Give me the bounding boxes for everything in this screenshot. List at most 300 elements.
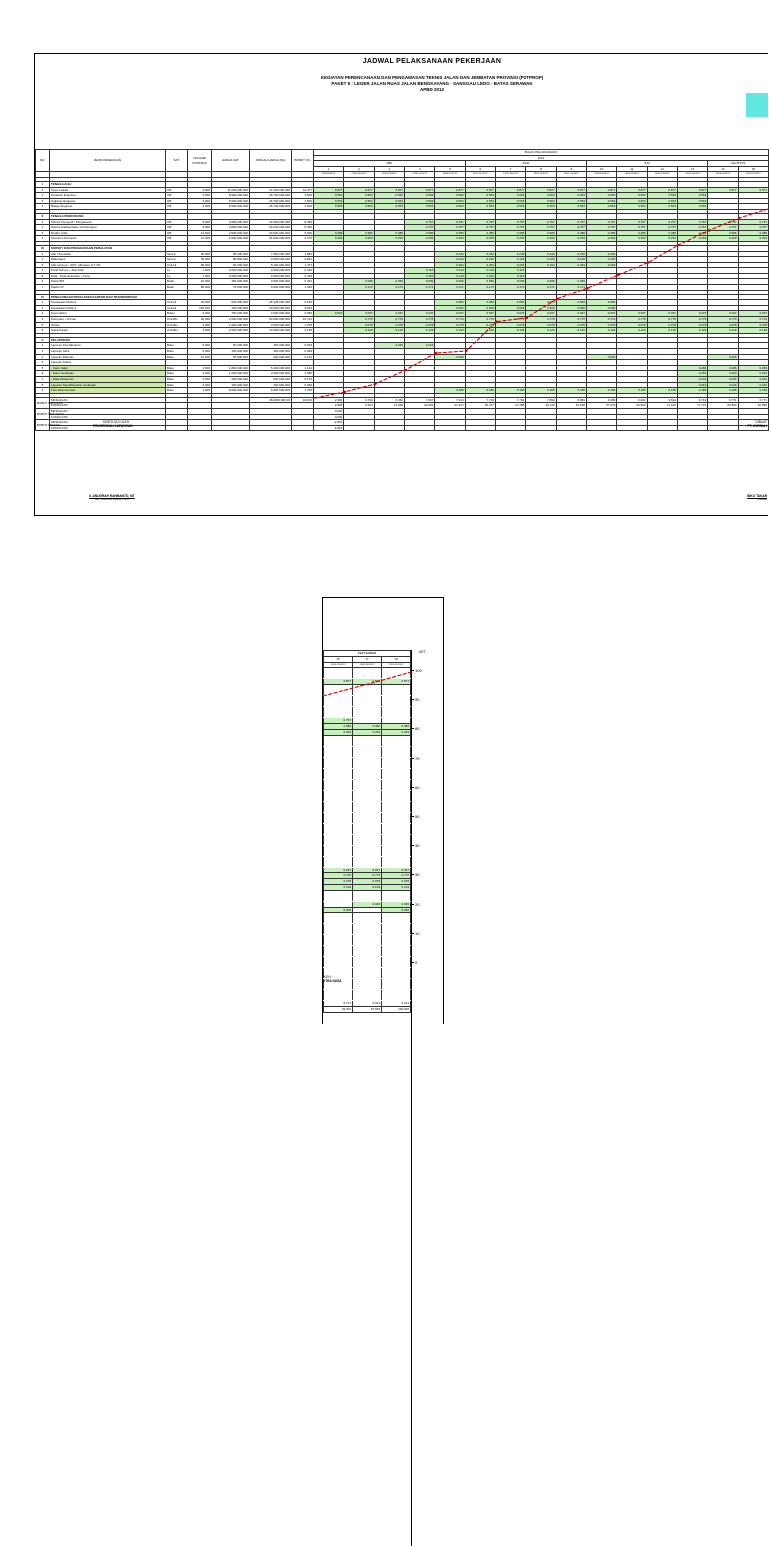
total-week-value: 57.078 — [586, 403, 616, 409]
week-value: 0.563 — [404, 198, 434, 204]
col-sat: SAT. — [166, 150, 188, 172]
week-value: 0.129 — [374, 328, 404, 334]
week-value: 0.099 — [495, 279, 525, 285]
axis-tick-label: 70 — [415, 756, 419, 761]
row-sat: Bulan — [166, 311, 188, 317]
week-value: 0.186 — [586, 388, 616, 394]
week-value: 0.293 — [556, 236, 586, 242]
week-date: 30/08-05/09/12 — [708, 172, 738, 178]
week-date: 19/07-25/07/12 — [526, 172, 556, 178]
week-value: 0.078 — [708, 322, 738, 328]
row-harga-sat: 1.200.000.000 — [212, 371, 250, 377]
row-jumlah-harga: 24.000.000.000 — [250, 236, 292, 242]
s2-value: 0.757 — [324, 718, 353, 724]
row-sat: Buku — [166, 354, 188, 360]
row-volume: 12.000 — [188, 236, 212, 242]
total-week-value: 71.010 — [647, 403, 677, 409]
week-header: 2 — [344, 166, 374, 172]
row-harga-sat: 11.600.000.000 — [212, 187, 250, 193]
total-week-value — [556, 425, 586, 431]
week-value: 0.129 — [404, 328, 434, 334]
s2-value: 0.293 — [382, 729, 411, 735]
week-value: 0.110 — [465, 273, 495, 279]
total-week-value: 51.018 — [556, 403, 586, 409]
s2-value: 0.293 — [353, 729, 382, 735]
row-no: 3 — [36, 262, 50, 268]
week-header: 10 — [586, 166, 616, 172]
row-sat: Buku — [166, 376, 188, 382]
week-value: 0.294 — [465, 262, 495, 268]
week-value: 0.757 — [738, 225, 768, 231]
week-value: 0.037 — [314, 311, 344, 317]
total-week-value — [617, 425, 647, 431]
row-jumlah-harga: 6.000.000.000 — [250, 285, 292, 291]
week-date: 26/07-01/08/12 — [556, 172, 586, 178]
s2-value: 0.386 — [353, 723, 382, 729]
row-harga-sat: 2.500.000.000 — [212, 328, 250, 334]
section-title: PELAPORAN — [50, 337, 166, 343]
week-value: 0.293 — [526, 236, 556, 242]
row-no: 4 — [36, 204, 50, 210]
row-no: 1 — [36, 219, 50, 225]
s2-value: 0.877 — [324, 679, 353, 685]
row-harga-sat: 2.000.000.000 — [212, 273, 250, 279]
row-sat: OB — [166, 204, 188, 210]
total-week-value: 0.000 — [314, 408, 344, 414]
week-value: 0.386 — [526, 230, 556, 236]
row-no: 6 — [36, 328, 50, 334]
total-week-value — [404, 425, 434, 431]
row-name: Kendaraan Roda 2 — [50, 305, 166, 311]
week-value: 0.683 — [526, 300, 556, 306]
row-harga-sat: 200.000.000 — [212, 376, 250, 382]
week-value: 0.776 — [344, 317, 374, 323]
total-sub: KOMULATIF — [50, 414, 166, 420]
week-value: 0.757 — [404, 219, 434, 225]
week-value: 0.757 — [677, 225, 707, 231]
section-title: SURVEY DAN PENGGUNAAN PERALATAN — [50, 245, 166, 251]
week-value: 0.563 — [435, 198, 465, 204]
row-no: 2 — [36, 193, 50, 199]
week-value: 0.563 — [617, 204, 647, 210]
week-value: 0.563 — [344, 193, 374, 199]
week-value: 0.563 — [586, 193, 616, 199]
week-value: 0.757 — [647, 225, 677, 231]
row-no: 5 — [36, 322, 50, 328]
axis-tick-label: 50 — [415, 814, 419, 819]
week-header: 6 — [465, 166, 495, 172]
week-value: 0.386 — [374, 230, 404, 236]
week-value: 0.126 — [465, 257, 495, 263]
week-value: 0.186 — [465, 388, 495, 394]
row-volume: 90.000 — [188, 251, 212, 257]
row-jumlah-harga: 3.600.000.000 — [250, 371, 292, 377]
week-value: 0.757 — [495, 219, 525, 225]
week-value: 0.506 — [435, 305, 465, 311]
s2-value: 0.776 — [324, 873, 353, 879]
row-no: 9 — [36, 388, 50, 394]
week-value: 0.078 — [556, 322, 586, 328]
month-header: AGUSTUS — [708, 161, 769, 167]
week-value: 0.186 — [556, 388, 586, 394]
week-value: 0.171 — [435, 285, 465, 291]
week-header: 13 — [677, 166, 707, 172]
row-no: 6 — [36, 371, 50, 377]
row-jumlah-harga: 50.000.000.000 — [250, 317, 292, 323]
maker-org: PT. KURNIA I — [735, 424, 767, 428]
week-value: 0.563 — [465, 193, 495, 199]
s2-week-header: 16 — [324, 656, 353, 662]
week-value: 0.110 — [404, 273, 434, 279]
week-value: 0.757 — [708, 219, 738, 225]
header-line-2: PAKET 9 : LEGER JALAN RUAS JALAN BENGKAYANG - SANGGAU LEDO - BATAS SERAWAK — [95, 81, 769, 87]
week-value: 0.776 — [404, 317, 434, 323]
total-week-value: 20.962 — [404, 403, 434, 409]
total-week-value: 37.358 — [495, 403, 525, 409]
row-bobot: 1.765 — [292, 388, 314, 394]
row-no: 1 — [36, 300, 50, 306]
row-sat: OB — [166, 187, 188, 193]
week-value: 0.563 — [374, 193, 404, 199]
row-no: 8 — [36, 382, 50, 388]
total-week-value: 83.520 — [708, 403, 738, 409]
row-jumlah-harga: 3.600.000.000 — [250, 257, 292, 263]
row-no: 3 — [36, 311, 50, 317]
row-harga-sat: 625.000.000 — [212, 300, 250, 306]
s2-value: 0.026 — [324, 907, 353, 913]
week-value: 0.386 — [586, 230, 616, 236]
approval-block — [93, 420, 133, 428]
week-value: 0.386 — [738, 230, 768, 236]
week-value: 0.757 — [435, 225, 465, 231]
total-week-value: 6.004 — [617, 397, 647, 403]
week-value: 0.037 — [708, 311, 738, 317]
row-volume: 3.000 — [188, 193, 212, 199]
row-harga-sat: 8.900.000.000 — [212, 198, 250, 204]
week-value: 0.683 — [465, 300, 495, 306]
week-value: 0.563 — [314, 193, 344, 199]
row-harga-sat: 85.000.000 — [212, 251, 250, 257]
week-value: 0.110 — [465, 268, 495, 274]
week-value: 0.563 — [495, 193, 525, 199]
week-value: 0.129 — [556, 328, 586, 334]
week-value: 0.877 — [738, 187, 768, 193]
week-header: 3 — [374, 166, 404, 172]
total-week-value — [495, 425, 525, 431]
row-bobot: 0.066 — [292, 382, 314, 388]
row-sat: Buku — [166, 382, 188, 388]
week-value: 0.563 — [465, 198, 495, 204]
week-value: 0.099 — [404, 279, 434, 285]
week-value: 0.877 — [495, 187, 525, 193]
continuation-sheet — [322, 597, 444, 1024]
week-value: 0.099 — [465, 279, 495, 285]
week-value: 0.563 — [435, 204, 465, 210]
row-harga-sat: 8.900.000.000 — [212, 193, 250, 199]
row-jumlah-harga: 150.000.000 — [250, 343, 292, 349]
total-week-value: 35.477 — [465, 403, 495, 409]
week-value: 0.078 — [495, 322, 525, 328]
row-volume: 3.000 — [188, 322, 212, 328]
week-header: 8 — [526, 166, 556, 172]
row-name: Teknisi Analisa Data / Perhitungan — [50, 225, 166, 231]
week-value: 0.016 — [677, 382, 707, 388]
week-date: 05/07-11/07/12 — [465, 172, 495, 178]
week-value: 0.240 — [556, 251, 586, 257]
row-jumlah-harga: 2.000.000.000 — [250, 273, 292, 279]
s2-week-header: 17 — [353, 656, 382, 662]
week-value: 0.683 — [556, 300, 586, 306]
week-value: 0.293 — [374, 236, 404, 242]
row-volume: 3.000 — [188, 371, 212, 377]
week-value: 0.037 — [404, 311, 434, 317]
axis-tick-label: 90 — [415, 697, 419, 702]
axis-tick-label: 0 — [415, 960, 417, 965]
week-value: 0.293 — [738, 236, 768, 242]
section-title: PENGGUNAAN PERALATAN KANTOR DAN TRANSPORTASI — [50, 294, 166, 300]
total-week-value: 7.890 — [526, 397, 556, 403]
week-value: 0.129 — [586, 328, 616, 334]
s2-week-date: 27/09-03/10/12 — [382, 662, 411, 668]
week-value: 0.293 — [435, 236, 465, 242]
row-bobot: 0.791 — [292, 279, 314, 285]
week-value: 0.293 — [647, 236, 677, 242]
s2-value: 0.037 — [353, 867, 382, 873]
week-value: 0.563 — [556, 198, 586, 204]
week-value: 0.078 — [617, 322, 647, 328]
total-week-value: 62.903 — [617, 403, 647, 409]
approval-role: DISETUJUI OLEH — [103, 420, 133, 424]
s2-value: 0.026 — [382, 907, 411, 913]
row-name: Geodetic Engineer — [50, 193, 166, 199]
week-value: 0.037 — [435, 311, 465, 317]
s2-total-value: 5.221 — [353, 1001, 382, 1007]
week-value: 0.563 — [677, 204, 707, 210]
total-sub: MINGGUAN — [50, 420, 166, 426]
week-value: 0.037 — [374, 311, 404, 317]
year-header: 2012 — [314, 155, 769, 161]
week-value: 0.078 — [647, 322, 677, 328]
row-name: - Kartu Jembatan — [50, 371, 166, 377]
row-name: Laporan Teknis — [50, 360, 166, 366]
week-value: 0.563 — [495, 204, 525, 210]
s2-week-header: 18 — [382, 656, 411, 662]
week-value: 0.776 — [435, 317, 465, 323]
section-no: III — [36, 245, 50, 251]
s2-value: 0.026 — [353, 901, 382, 907]
row-harga-sat: 150.000.000 — [212, 279, 250, 285]
week-value: 0.776 — [617, 317, 647, 323]
row-volume: 1.000 — [188, 273, 212, 279]
week-date: 02/08-08/08/12 — [586, 172, 616, 178]
week-value: 0.186 — [738, 388, 768, 394]
row-name: Komunikasi — [50, 311, 166, 317]
week-header: 14 — [708, 166, 738, 172]
row-jumlah-harga: 30.000.000.000 — [250, 230, 292, 236]
row-bobot: 0.132 — [292, 354, 314, 360]
total-week-value: 6.771 — [738, 397, 768, 403]
row-volume: 45.000 — [188, 257, 212, 263]
row-bobot: 6.153 — [292, 300, 314, 306]
week-value: 0.026 — [435, 354, 465, 360]
week-value: 0.171 — [344, 285, 374, 291]
section-title: TENAGA AHLI — [50, 181, 166, 187]
week-value: 0.171 — [374, 285, 404, 291]
row-no: 2 — [36, 257, 50, 263]
week-date: 14/06-20/06/12 — [374, 172, 404, 178]
row-name: Teknisi Topografi / Pengukuran — [50, 219, 166, 225]
row-jumlah-harga: 10.000.000.000 — [250, 328, 292, 334]
row-name: Patok CP — [50, 285, 166, 291]
week-value: 0.037 — [647, 311, 677, 317]
week-value: 0.171 — [404, 285, 434, 291]
week-value: 0.757 — [526, 225, 556, 231]
maker-name: BIKO TAKAR — [735, 494, 767, 498]
week-value: 0.293 — [708, 236, 738, 242]
row-no: 6 — [36, 279, 50, 285]
week-value: 0.099 — [374, 279, 404, 285]
week-header: 7 — [495, 166, 525, 172]
approval-signature — [89, 494, 135, 501]
row-bobot: 1.882 — [292, 251, 314, 257]
week-value: 0.286 — [738, 365, 768, 371]
week-header: 4 — [404, 166, 434, 172]
row-harga-sat: 2.000.000.000 — [212, 236, 250, 242]
week-value: 0.037 — [495, 311, 525, 317]
row-sat: Buku — [166, 371, 188, 377]
week-value: 0.293 — [617, 236, 647, 242]
row-no: 5 — [36, 365, 50, 371]
week-value: 0.563 — [647, 198, 677, 204]
total-week-value: 6.504 — [647, 397, 677, 403]
week-value: 0.129 — [647, 328, 677, 334]
total-week-value: -2.810 — [314, 420, 344, 426]
row-volume: 3.000 — [188, 311, 212, 317]
total-week-value: 6.869 — [556, 397, 586, 403]
week-value: 0.757 — [526, 219, 556, 225]
week-value: 0.126 — [495, 257, 525, 263]
s2-value: 0.078 — [353, 879, 382, 885]
week-value: 0.037 — [617, 311, 647, 317]
week-value: 0.776 — [556, 317, 586, 323]
row-jumlah-harga: 300.000.000 — [250, 382, 292, 388]
row-no: 3 — [36, 230, 50, 236]
axis-tick-label: 20 — [415, 902, 419, 907]
week-value: 0.386 — [404, 230, 434, 236]
week-value: 0.757 — [708, 225, 738, 231]
row-sat: OB — [166, 193, 188, 199]
row-bobot: 0.033 — [292, 343, 314, 349]
week-value: 0.293 — [465, 236, 495, 242]
row-bobot: 8.496 — [292, 219, 314, 225]
week-value: 0.757 — [495, 225, 525, 231]
total-week-value: 7.719 — [465, 397, 495, 403]
week-value: 0.126 — [435, 257, 465, 263]
total-row — [36, 425, 769, 431]
row-bobot: 0.176 — [292, 376, 314, 382]
row-no: 4 — [36, 360, 50, 366]
axis-tick-label: 10 — [415, 931, 419, 936]
week-value: 0.563 — [526, 204, 556, 210]
row-sat: Unit-Hr — [166, 300, 188, 306]
week-value: 0.078 — [404, 322, 434, 328]
week-value: 0.186 — [647, 388, 677, 394]
week-value: 0.110 — [495, 268, 525, 274]
total-week-value — [586, 425, 616, 431]
s2-value: 0.776 — [382, 873, 411, 879]
row-jumlah-harga: 3.000.000.000 — [250, 311, 292, 317]
week-value: 0.126 — [526, 257, 556, 263]
total-bobot: 100.00 — [292, 397, 314, 403]
week-value: 0.037 — [586, 311, 616, 317]
week-value: 0.563 — [314, 204, 344, 210]
week-value: 0.386 — [556, 230, 586, 236]
week-value: 0.563 — [404, 204, 434, 210]
week-value: 0.683 — [495, 300, 525, 306]
schedule-table — [35, 149, 769, 431]
week-value: 0.129 — [495, 328, 525, 334]
week-date: 12/07-18/07/12 — [495, 172, 525, 178]
row-no: 1 — [36, 187, 50, 193]
week-value: 0.776 — [647, 317, 677, 323]
row-volume: 1.000 — [188, 388, 212, 394]
s2-value: 0.293 — [324, 729, 353, 735]
row-name: Sewa Kantor — [50, 328, 166, 334]
total-week-value: 77.731 — [677, 403, 707, 409]
row-volume: 3.000 — [188, 365, 212, 371]
week-value: 0.171 — [556, 285, 586, 291]
row-bobot: 10.377 — [292, 187, 314, 193]
total-sub: KOMULATIF — [50, 403, 166, 409]
row-jumlah-harga: 20.250.000.000 — [250, 305, 292, 311]
week-value: 0.078 — [374, 322, 404, 328]
row-no: 2 — [36, 225, 50, 231]
week-value: 0.016 — [404, 343, 434, 349]
row-harga-sat: 80.000.000 — [212, 257, 250, 263]
row-sat: Buah — [166, 279, 188, 285]
total-week-value — [708, 425, 738, 431]
row-harga-sat: 1.500.000.000 — [212, 322, 250, 328]
s2-value: 0.078 — [324, 879, 353, 885]
row-jumlah-harga: 8.100.000.000 — [250, 262, 292, 268]
week-value: 0.129 — [677, 328, 707, 334]
week-value: 0.506 — [495, 305, 525, 311]
week-value: 0.240 — [465, 251, 495, 257]
total-blank — [212, 425, 250, 431]
week-value: 0.037 — [344, 311, 374, 317]
row-name: Komputer + Printer — [50, 317, 166, 323]
week-value: 0.776 — [374, 317, 404, 323]
row-volume: 24.000 — [188, 279, 212, 285]
row-bobot: 0.821 — [292, 257, 314, 263]
week-value: 0.126 — [556, 257, 586, 263]
row-name: Kendaraan Roda 4 — [50, 300, 166, 306]
maker-title: Direktur — [735, 498, 767, 501]
total-week-value — [374, 425, 404, 431]
week-value: 0.563 — [344, 204, 374, 210]
week-value: 0.016 — [738, 382, 768, 388]
row-bobot: 1.142 — [292, 365, 314, 371]
week-header: 11 — [617, 166, 647, 172]
total-week-value — [526, 425, 556, 431]
row-no: 3 — [36, 354, 50, 360]
week-value: 0.044 — [708, 376, 738, 382]
week-value: 0.877 — [556, 187, 586, 193]
row-bobot: 10.741 — [292, 317, 314, 323]
week-value: 0.037 — [677, 311, 707, 317]
col-jumlah-harga: JUMLAH HARGA (Rp) — [250, 150, 292, 172]
row-bobot: 0.099 — [292, 349, 314, 355]
